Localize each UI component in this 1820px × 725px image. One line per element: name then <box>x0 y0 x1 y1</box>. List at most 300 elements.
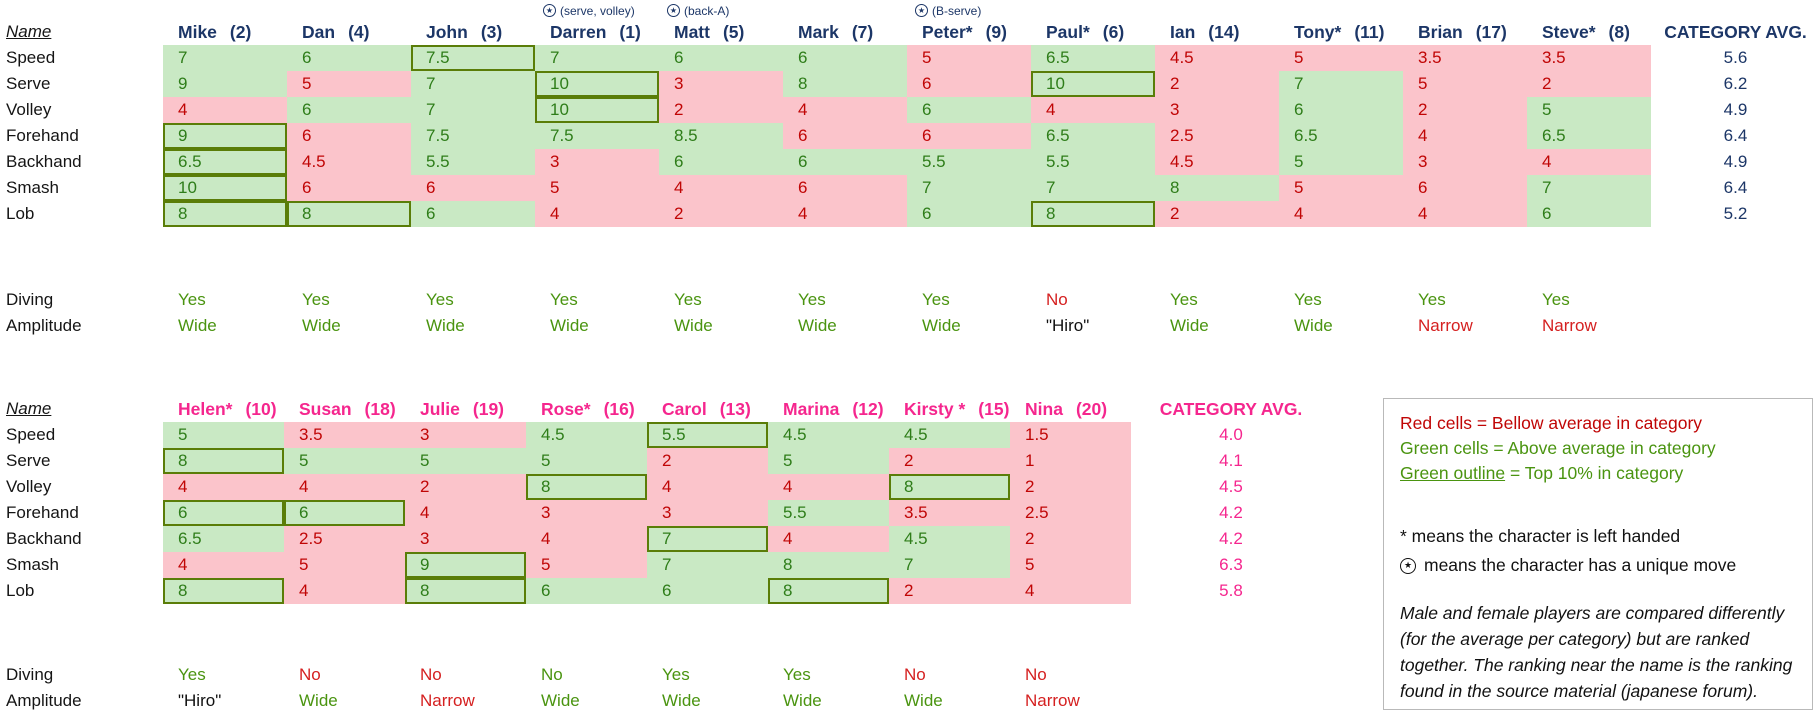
stat-cell <box>163 97 287 123</box>
stat-cell <box>526 526 647 552</box>
player-header <box>1010 396 1131 422</box>
stat-cell <box>411 175 535 201</box>
stat-cell <box>1279 201 1403 227</box>
legend-note: Male and female players are compared differently (for the average per category) but are ranked together. The ranking near the name is the ranking found in the source material (japanese forum). <box>1400 603 1793 701</box>
category-avg-value: 5.8 <box>1219 581 1243 600</box>
stat-row-label: Serve <box>6 451 51 470</box>
stat-cell <box>1010 526 1131 552</box>
stat-value: 5 <box>178 425 188 444</box>
player-header <box>1031 19 1155 45</box>
stat-cell <box>659 123 783 149</box>
stat-value: 4 <box>420 503 430 522</box>
info-value: Yes <box>1294 290 1322 309</box>
stat-value: 5.5 <box>426 152 450 171</box>
stat-cell <box>783 45 907 71</box>
stat-value: 4 <box>299 477 309 496</box>
stat-cell <box>405 474 526 500</box>
category-avg-value: 4.2 <box>1219 503 1243 522</box>
stat-cell <box>1155 71 1279 97</box>
info-cell <box>1403 313 1527 339</box>
player-header <box>768 396 889 422</box>
info-cell <box>1010 688 1131 714</box>
info-value: No <box>1046 290 1068 309</box>
unique-move-annotation <box>783 2 907 19</box>
player-name: Paul* <box>1046 21 1090 42</box>
stat-value: 6 <box>302 100 312 119</box>
player-rank: (2) <box>229 21 252 42</box>
stat-cell <box>287 45 411 71</box>
stat-cell <box>659 175 783 201</box>
stat-value: 8.5 <box>674 126 698 145</box>
stat-cell <box>1527 123 1651 149</box>
player-rank: (3) <box>480 21 503 42</box>
stat-value: 4 <box>178 555 188 574</box>
stat-value: 4 <box>541 529 551 548</box>
info-value: Wide <box>674 316 713 335</box>
player-name: Tony* <box>1294 21 1342 42</box>
stat-cell <box>1155 123 1279 149</box>
stat-cell <box>768 474 889 500</box>
info-row-label: Diving <box>6 665 54 684</box>
stat-value: 2 <box>1418 100 1428 119</box>
stat-cell <box>907 123 1031 149</box>
stat-cell <box>1403 175 1527 201</box>
stat-cell <box>405 526 526 552</box>
stat-value: 6.5 <box>1542 126 1566 145</box>
info-cell <box>1155 287 1279 313</box>
info-value: Wide <box>299 691 338 710</box>
info-value: Yes <box>550 290 578 309</box>
info-value: Yes <box>1542 290 1570 309</box>
player-header <box>1279 19 1403 45</box>
stat-value: 5.5 <box>922 152 946 171</box>
player-rank: (18) <box>364 398 396 419</box>
unique-move-annotation <box>287 2 411 19</box>
stat-cell <box>1403 201 1527 227</box>
info-value: Wide <box>662 691 701 710</box>
stat-value: 6 <box>426 204 436 223</box>
stat-cell <box>1155 149 1279 175</box>
stat-value: 8 <box>1046 204 1056 223</box>
info-cell <box>659 313 783 339</box>
stat-cell <box>284 526 405 552</box>
info-value: Wide <box>178 316 217 335</box>
stat-cell <box>526 474 647 500</box>
stat-value: 6 <box>922 204 932 223</box>
stat-cell <box>284 448 405 474</box>
table-gap <box>0 227 1820 287</box>
stat-value: 6 <box>674 152 684 171</box>
stat-value: 4 <box>178 100 188 119</box>
stat-value: 4.5 <box>904 529 928 548</box>
stat-value: 4 <box>662 477 672 496</box>
stat-value: 6.5 <box>1046 126 1070 145</box>
info-cell <box>1031 313 1155 339</box>
player-rank: (19) <box>472 398 505 419</box>
stat-value: 2.5 <box>299 529 323 548</box>
stat-row-label: Forehand <box>6 503 79 522</box>
player-name: Mark <box>798 21 839 42</box>
info-cell <box>287 313 411 339</box>
info-value: Yes <box>798 290 826 309</box>
stat-row-label: Smash <box>6 555 59 574</box>
info-value: Wide <box>550 316 589 335</box>
info-value: No <box>299 665 321 684</box>
player-rank: (17) <box>1475 21 1507 42</box>
info-value: Yes <box>1418 290 1446 309</box>
stat-cell <box>1279 45 1403 71</box>
stat-cell <box>1527 71 1651 97</box>
stat-cell <box>535 175 659 201</box>
stat-value: 5.5 <box>783 503 807 522</box>
stat-value: 8 <box>178 204 188 223</box>
stat-row <box>0 578 1331 604</box>
stat-value: 7 <box>1294 74 1304 93</box>
stat-value: 5 <box>541 451 551 470</box>
stat-value: 1.5 <box>1025 425 1049 444</box>
stat-value: 6 <box>302 178 312 197</box>
info-row <box>0 313 1820 339</box>
stat-value: 3 <box>1418 152 1428 171</box>
stat-cell <box>1279 149 1403 175</box>
stat-value: 7 <box>662 529 672 548</box>
stat-cell <box>287 71 411 97</box>
stat-row <box>0 474 1331 500</box>
info-value: No <box>541 665 563 684</box>
stat-value: 4 <box>178 477 188 496</box>
stat-value: 8 <box>798 74 808 93</box>
stat-value: 4 <box>1542 152 1552 171</box>
stat-cell <box>287 149 411 175</box>
stat-value: 10 <box>1046 74 1065 93</box>
stat-value: 8 <box>420 581 430 600</box>
stat-cell <box>768 578 889 604</box>
player-name: Brian <box>1418 21 1463 42</box>
stat-value: 5 <box>541 555 551 574</box>
stat-value: 10 <box>550 74 569 93</box>
stat-cell <box>907 97 1031 123</box>
stat-value: 6 <box>798 152 808 171</box>
stat-row <box>0 552 1331 578</box>
stat-cell <box>526 578 647 604</box>
stat-row-label: Volley <box>6 100 52 119</box>
player-header <box>1527 19 1651 45</box>
info-value: Yes <box>674 290 702 309</box>
stat-cell <box>907 149 1031 175</box>
stat-value: 6 <box>798 126 808 145</box>
stat-value: 4 <box>1418 126 1428 145</box>
player-name: Matt <box>674 21 710 42</box>
info-value: Narrow <box>1418 316 1473 335</box>
stat-value: 5 <box>922 48 932 67</box>
info-cell <box>405 662 526 688</box>
stat-value: 7 <box>426 100 436 119</box>
stat-value: 6 <box>674 48 684 67</box>
unique-move-annotation <box>1279 2 1403 19</box>
info-value: Wide <box>302 316 341 335</box>
stat-row <box>0 123 1820 149</box>
legend-unique-rest: means the character has a unique move <box>1424 555 1737 575</box>
stat-value: 4 <box>674 178 684 197</box>
player-rank: (16) <box>603 398 635 419</box>
info-value: Wide <box>783 691 822 710</box>
stat-value: 4 <box>550 204 560 223</box>
category-avg-value: 6.3 <box>1219 555 1243 574</box>
stat-value: 5 <box>302 74 312 93</box>
stat-cell <box>1527 45 1651 71</box>
stat-cell <box>1403 149 1527 175</box>
stat-cell <box>163 526 284 552</box>
stat-row <box>0 422 1331 448</box>
stat-value: 2 <box>674 100 684 119</box>
stat-cell <box>659 201 783 227</box>
info-value: Wide <box>1170 316 1209 335</box>
stat-value: 3.5 <box>299 425 323 444</box>
player-header <box>907 19 1031 45</box>
stat-cell <box>284 578 405 604</box>
category-avg-value: 4.0 <box>1219 425 1243 444</box>
stat-cell <box>1155 201 1279 227</box>
stat-cell <box>284 422 405 448</box>
player-header <box>405 396 526 422</box>
stat-cell <box>1527 97 1651 123</box>
stat-value: 7.5 <box>550 126 574 145</box>
player-name: Dan <box>302 21 336 42</box>
stat-cell <box>647 448 768 474</box>
unique-move-text: (back-A) <box>684 3 730 18</box>
info-value: Yes <box>1170 290 1198 309</box>
info-value: Narrow <box>420 691 475 710</box>
info-cell <box>907 313 1031 339</box>
stat-value: 4.5 <box>783 425 807 444</box>
stat-value: 5 <box>1542 100 1552 119</box>
stat-value: 8 <box>1170 178 1180 197</box>
stat-value: 2 <box>420 477 430 496</box>
stat-value: 7 <box>922 178 932 197</box>
stat-value: 7 <box>662 555 672 574</box>
player-header <box>535 19 659 45</box>
info-cell <box>287 287 411 313</box>
stat-cell <box>411 149 535 175</box>
info-value: Wide <box>904 691 943 710</box>
stat-value: 5 <box>1294 152 1304 171</box>
player-rank: (10) <box>245 398 277 419</box>
stat-row-label: Smash <box>6 178 59 197</box>
stat-value: 2 <box>1025 477 1035 496</box>
stat-cell <box>405 448 526 474</box>
stat-value: 4.5 <box>302 152 326 171</box>
info-cell <box>659 287 783 313</box>
table-header-row <box>0 19 1820 45</box>
stat-value: 2.5 <box>1170 126 1194 145</box>
stat-row <box>0 500 1331 526</box>
stat-value: 6.5 <box>178 152 202 171</box>
info-row-label: Amplitude <box>6 316 82 335</box>
stat-value: 2.5 <box>1025 503 1049 522</box>
stat-cell <box>1527 201 1651 227</box>
stat-value: 3.5 <box>1542 48 1566 67</box>
stat-value: 6 <box>426 178 436 197</box>
stat-cell <box>1279 71 1403 97</box>
stat-cell <box>535 201 659 227</box>
info-cell <box>783 287 907 313</box>
legend-outline-term: Green outline <box>1400 463 1506 483</box>
stat-cell <box>163 175 287 201</box>
player-header <box>1155 19 1279 45</box>
info-value: Wide <box>426 316 465 335</box>
stat-value: 6 <box>922 100 932 119</box>
stat-cell <box>535 45 659 71</box>
stat-cell <box>163 578 284 604</box>
player-header <box>163 19 287 45</box>
stat-cell <box>1403 71 1527 97</box>
stat-value: 4.5 <box>904 425 928 444</box>
stat-cell <box>526 500 647 526</box>
player-rank: (4) <box>348 21 370 42</box>
stat-cell <box>284 474 405 500</box>
stat-row-label: Serve <box>6 74 51 93</box>
info-cell <box>1279 313 1403 339</box>
player-header <box>647 396 768 422</box>
stat-cell <box>405 552 526 578</box>
stat-row-label: Backhand <box>6 529 82 548</box>
stat-cell <box>1010 474 1131 500</box>
stat-cell <box>1010 500 1131 526</box>
stat-cell <box>163 448 284 474</box>
stat-cell <box>1279 97 1403 123</box>
stat-cell <box>1155 175 1279 201</box>
stat-cell <box>405 422 526 448</box>
stat-value: 4 <box>1046 100 1056 119</box>
player-rank: (14) <box>1208 21 1240 42</box>
player-rank: (12) <box>852 398 884 419</box>
player-name: Peter* <box>922 21 973 42</box>
info-cell <box>1527 313 1651 339</box>
category-avg-value: 6.4 <box>1723 126 1748 145</box>
info-cell <box>1403 287 1527 313</box>
stat-value: 4 <box>783 529 793 548</box>
stat-value: 5.5 <box>1046 152 1070 171</box>
stat-value: 4 <box>1294 204 1304 223</box>
stat-value: 3.5 <box>1418 48 1442 67</box>
stat-cell <box>287 201 411 227</box>
stat-value: 6 <box>662 581 672 600</box>
stat-cell <box>647 422 768 448</box>
stat-value: 4.5 <box>541 425 565 444</box>
stat-cell <box>768 526 889 552</box>
circled-star-icon: ★ <box>1400 558 1416 574</box>
player-name: Carol <box>662 398 707 419</box>
stat-value: 4 <box>798 204 808 223</box>
stat-value: 5 <box>1294 178 1304 197</box>
stat-cell <box>526 552 647 578</box>
table-gap <box>0 604 1331 662</box>
player-name: Mike <box>178 21 217 42</box>
info-row-label: Diving <box>6 290 54 309</box>
stat-cell <box>907 201 1031 227</box>
player-rank: (6) <box>1102 21 1125 42</box>
stat-cell <box>783 97 907 123</box>
female-players-table <box>0 396 1331 714</box>
stat-value: 3 <box>550 152 560 171</box>
stat-value: 5 <box>783 451 793 470</box>
info-cell <box>783 313 907 339</box>
info-value: Wide <box>1294 316 1333 335</box>
info-row <box>0 287 1820 313</box>
stat-value: 5 <box>1025 555 1035 574</box>
stat-value: 3 <box>662 503 672 522</box>
stat-row <box>0 448 1331 474</box>
stat-value: 9 <box>420 555 430 574</box>
category-avg-value: 4.9 <box>1723 152 1748 171</box>
info-value: Wide <box>922 316 961 335</box>
stat-value: 7 <box>426 74 436 93</box>
stat-value: 4 <box>299 581 309 600</box>
category-avg-value: 4.2 <box>1219 529 1243 548</box>
info-value: Wide <box>541 691 580 710</box>
stat-cell <box>1031 97 1155 123</box>
stat-cell <box>768 500 889 526</box>
unique-move-annotation-row <box>0 2 1820 19</box>
stat-value: 6 <box>1294 100 1304 119</box>
player-rank: (20) <box>1075 398 1108 419</box>
info-cell <box>1279 287 1403 313</box>
player-header <box>163 396 284 422</box>
stat-cell <box>889 526 1010 552</box>
stat-value: 7 <box>1542 178 1552 197</box>
stat-cell <box>163 201 287 227</box>
stat-value: 8 <box>783 581 793 600</box>
info-value: Narrow <box>1025 691 1080 710</box>
stat-value: 5 <box>1418 74 1428 93</box>
stat-cell <box>783 201 907 227</box>
info-value: Yes <box>662 665 690 684</box>
stat-value: 10 <box>550 100 569 119</box>
stat-value: 7.5 <box>426 126 450 145</box>
stat-cell <box>535 149 659 175</box>
info-cell <box>535 287 659 313</box>
player-header <box>889 396 1010 422</box>
legend-green-outline <box>1400 461 1796 486</box>
info-cell <box>768 688 889 714</box>
stat-value: 2 <box>1542 74 1552 93</box>
info-cell <box>405 688 526 714</box>
stat-value: 6 <box>798 178 808 197</box>
stat-cell <box>1031 71 1155 97</box>
stat-value: 3 <box>420 529 430 548</box>
stat-cell <box>659 97 783 123</box>
stat-value: 7 <box>1046 178 1056 197</box>
category-avg-header: CATEGORY AVG. <box>1664 21 1807 42</box>
stat-cell <box>163 149 287 175</box>
stat-value: 2 <box>904 451 914 470</box>
stat-cell <box>1031 201 1155 227</box>
category-avg-value: 6.4 <box>1723 178 1748 197</box>
stat-value: 9 <box>178 126 188 145</box>
player-header <box>1403 19 1527 45</box>
info-cell <box>163 662 284 688</box>
info-cell <box>1031 287 1155 313</box>
stat-cell <box>1010 448 1131 474</box>
stat-cell <box>411 71 535 97</box>
info-cell <box>411 313 535 339</box>
stat-cell <box>783 71 907 97</box>
name-column-header: Name <box>6 22 52 41</box>
stat-cell <box>1010 552 1131 578</box>
stat-value: 4 <box>798 100 808 119</box>
category-avg-value: 4.9 <box>1723 100 1748 119</box>
stat-value: 10 <box>178 178 197 197</box>
